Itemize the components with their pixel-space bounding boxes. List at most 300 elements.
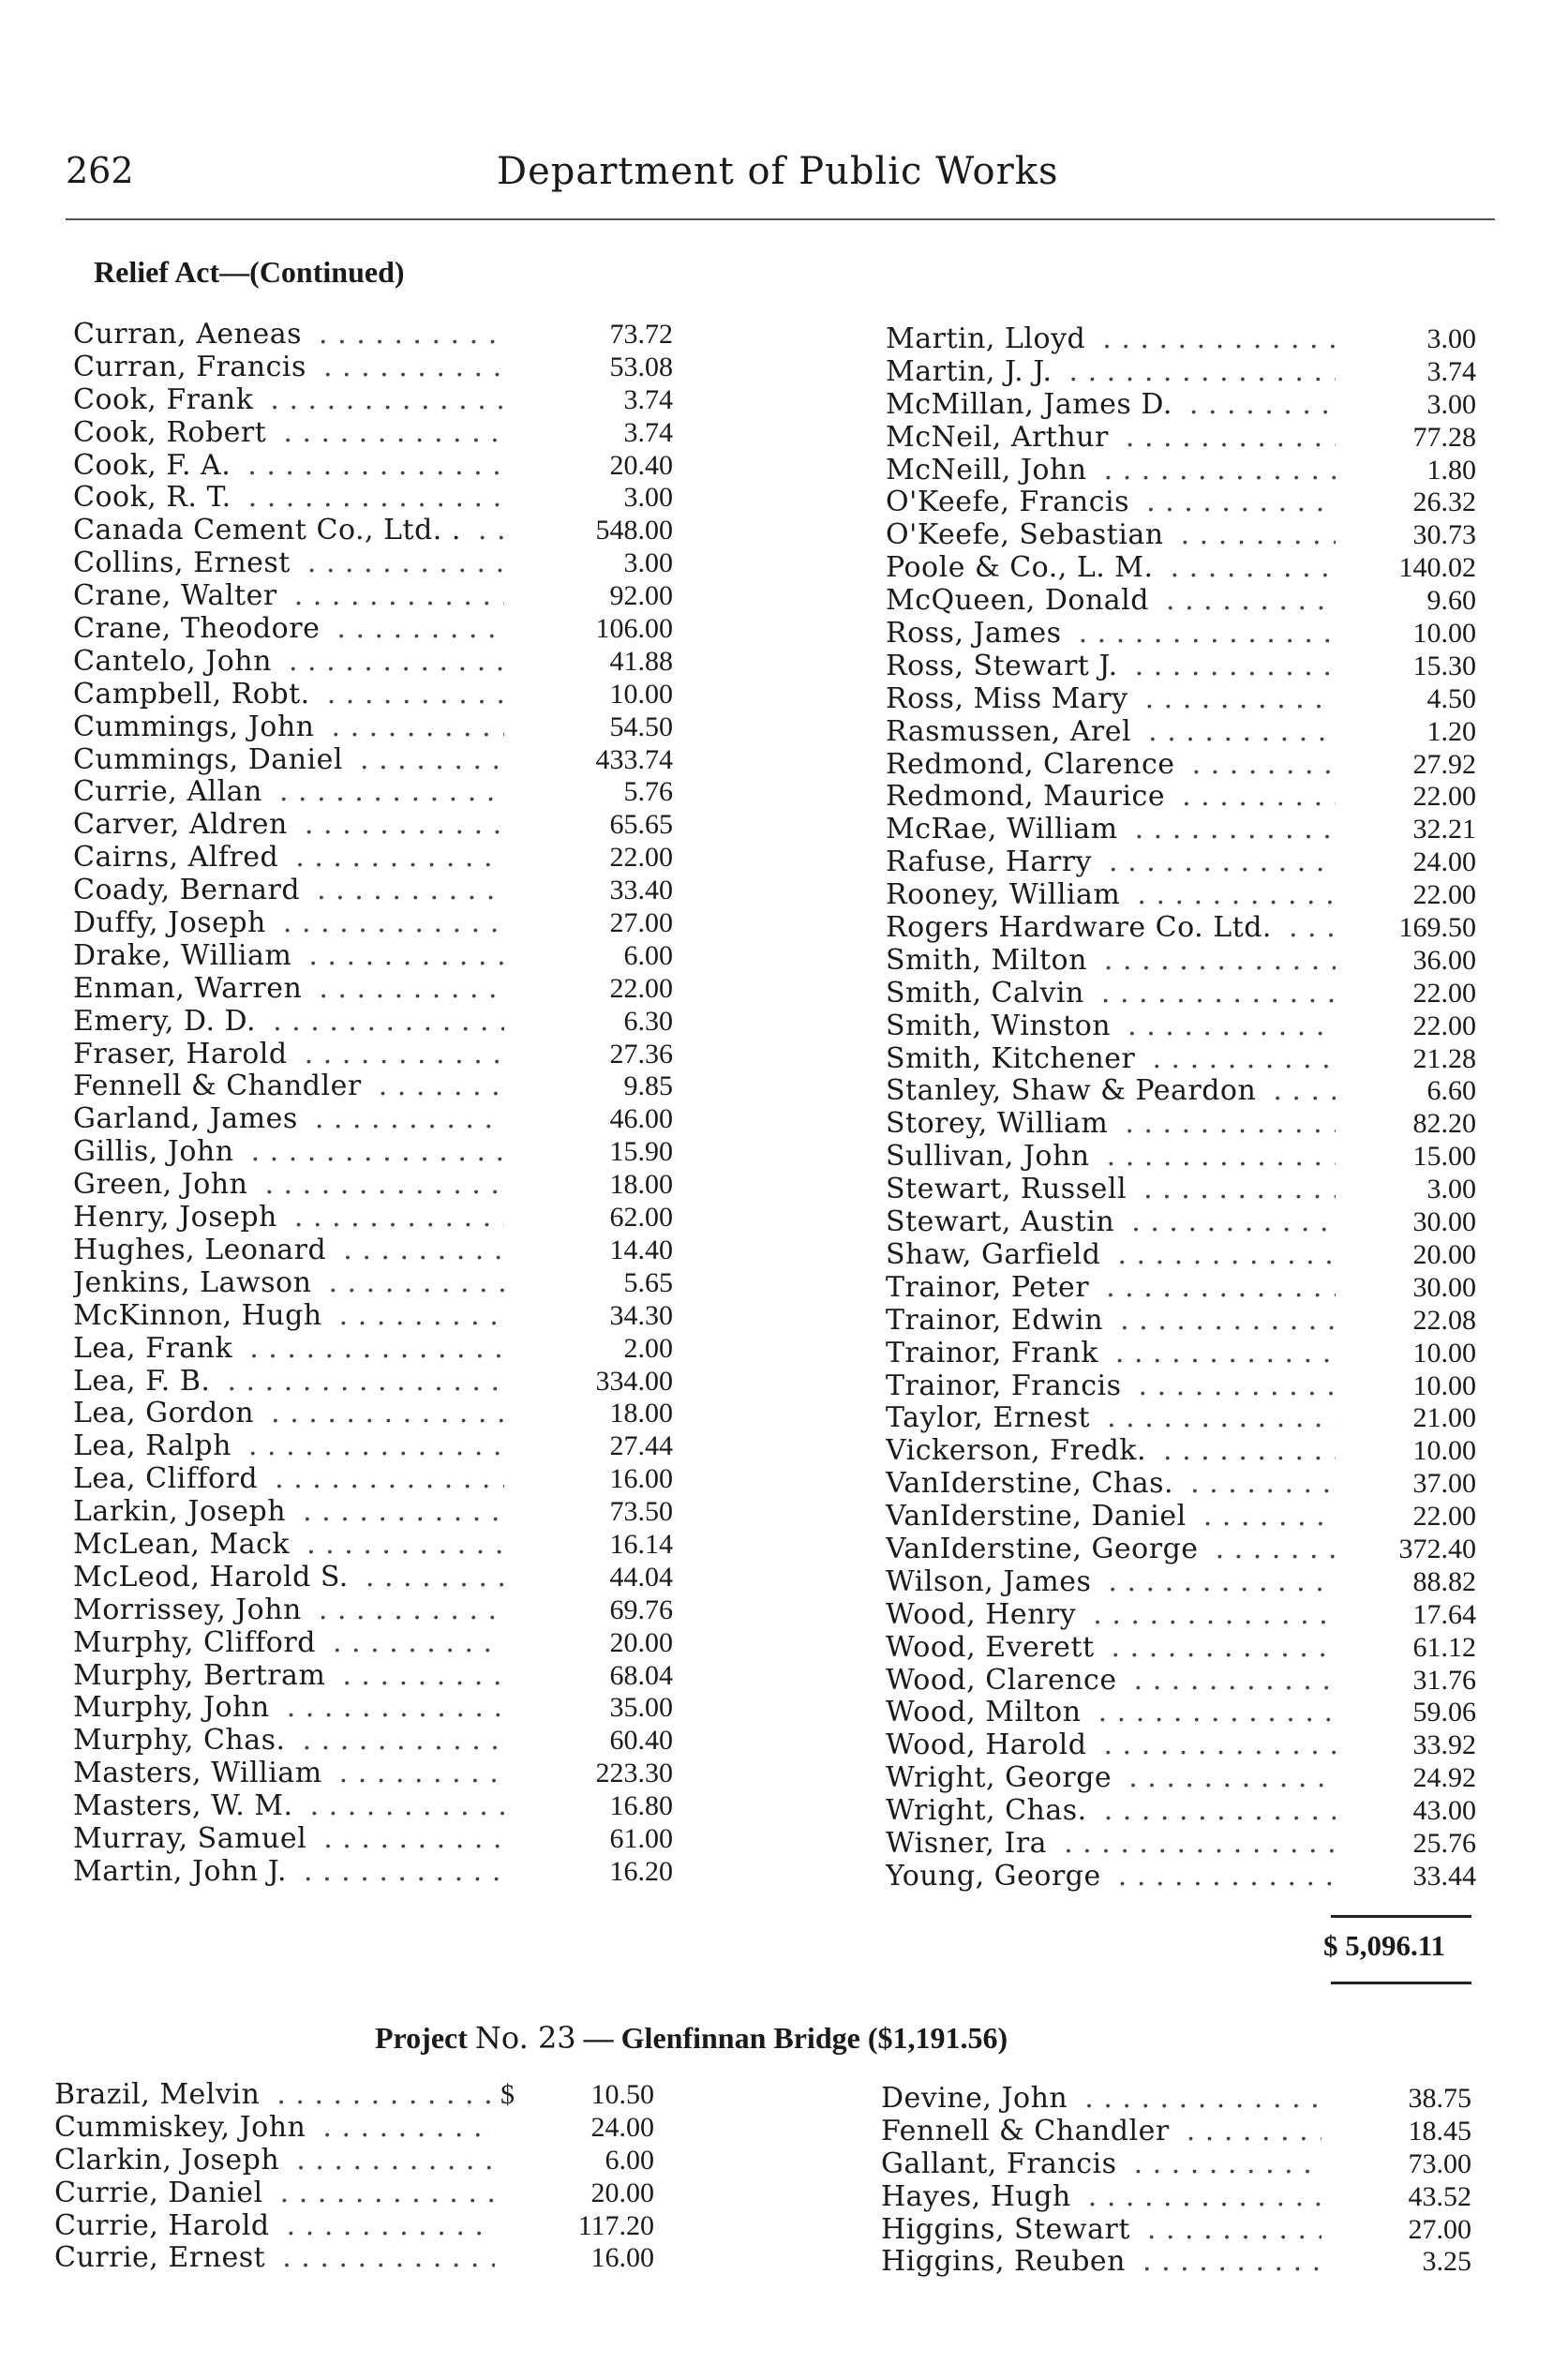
entry-name [73, 1070, 504, 1103]
entry-name [73, 646, 504, 679]
entry-name [73, 809, 504, 842]
entry-name [881, 2116, 1322, 2148]
entry-name-text: Gallant, Francis [881, 2148, 1125, 2180]
entry-name-text: Canada Cement Co., Ltd. . [73, 515, 469, 546]
entry-amount: 73.72 [609, 319, 673, 350]
project-left-entry-list [54, 2079, 654, 2275]
section-total: $ 5,096.11 [1323, 1929, 1446, 1962]
list-item [73, 1333, 673, 1366]
entry-amount: 21.00 [1412, 1402, 1476, 1434]
list-item [73, 1366, 673, 1399]
entry-amount: 2.00 [623, 1332, 673, 1364]
entry-amount: 3.74 [623, 416, 673, 448]
entry-amount: 20.40 [609, 449, 673, 481]
entry-name [73, 1463, 504, 1496]
entry-amount: 15.90 [609, 1136, 673, 1168]
entry-name-text: Ross, Stewart J. [886, 651, 1126, 682]
entry-amount: 10.00 [609, 678, 673, 710]
entry-name-text: Murphy, John [73, 1692, 277, 1724]
entry-name [73, 1660, 504, 1693]
entry-name [73, 1006, 504, 1039]
entry-name-text: Higgins, Stewart [881, 2214, 1138, 2246]
entry-name-text: Cantelo, John [73, 646, 279, 678]
entry-name [886, 618, 1336, 651]
entry-name-text: Smith, Winston [886, 1010, 1118, 1042]
list-item [886, 683, 1476, 716]
entry-amount: 73.50 [609, 1496, 673, 1528]
entry-name [886, 486, 1336, 519]
entry-name [881, 2246, 1322, 2279]
entry-name-text: Wood, Henry [886, 1599, 1083, 1631]
list-item [886, 1435, 1476, 1468]
entry-name-text: Sullivan, John [886, 1141, 1098, 1173]
entry-name-text: Cummings, John [73, 711, 322, 743]
entry-name [73, 973, 504, 1006]
entry-name-text: Currie, Ernest [54, 2242, 273, 2274]
entry-name-text: Higgins, Reuben [881, 2246, 1133, 2278]
entry-name-text: Masters, W. M. [73, 1790, 301, 1822]
entry-amount: 3.00 [1426, 1174, 1476, 1205]
entry-name [886, 1075, 1336, 1108]
list-item [886, 912, 1476, 945]
entry-amount: 15.30 [1412, 650, 1476, 681]
entry-amount: 41.88 [609, 645, 673, 677]
list-item [886, 1108, 1476, 1141]
entry-name-text: VanIderstine, George [886, 1534, 1206, 1565]
entry-amount: 82.20 [1412, 1108, 1476, 1140]
list-item [881, 2214, 1471, 2247]
entry-name-text: Smith, Kitchener [886, 1043, 1142, 1075]
entry-name-text: Wood, Harold [886, 1729, 1094, 1761]
entry-amount: 35.00 [609, 1692, 673, 1724]
entry-name-text: Wisner, Ira [886, 1828, 1054, 1860]
entry-amount: 5.76 [623, 776, 673, 808]
entry-name-text: Brazil, Melvin [54, 2079, 267, 2111]
entry-amount: 3.00 [623, 547, 673, 579]
entry-name [881, 2083, 1322, 2116]
entry-amount: 6.00 [623, 939, 673, 971]
entry-name [73, 1823, 504, 1856]
entry-name-text: McMillan, James D. [886, 389, 1180, 421]
entry-amount: 4.50 [1426, 682, 1476, 714]
list-item [886, 486, 1476, 519]
entry-name-text: O'Keefe, Sebastian [886, 519, 1172, 551]
entry-amount: 14.40 [609, 1234, 673, 1265]
entry-amount: 53.08 [609, 351, 673, 382]
entry-amount: 3.00 [1426, 323, 1476, 354]
entry-name [886, 879, 1336, 912]
entry-name [73, 1267, 504, 1300]
right-entry-list [886, 323, 1476, 1893]
list-item [73, 1070, 673, 1103]
entry-name-text: McNeill, John [886, 455, 1095, 486]
entry-name-text: Smith, Milton [886, 945, 1095, 977]
entry-name [73, 940, 504, 973]
entry-name [886, 552, 1336, 585]
entry-amount: 31.76 [1412, 1664, 1476, 1696]
list-item [886, 1206, 1476, 1239]
entry-name [73, 482, 504, 515]
entry-name [886, 1534, 1336, 1566]
project-title-number: No. 23 [474, 2020, 576, 2056]
list-item [886, 1174, 1476, 1206]
entry-name [886, 1501, 1336, 1534]
project-title-rest: — Glenfinnan Bridge ($1,191.56) [583, 2021, 1008, 2055]
entry-amount: 106.00 [595, 613, 673, 645]
entry-name-text: VanIderstine, Chas. [886, 1468, 1181, 1500]
entry-name-text: Wright, Chas. [886, 1795, 1095, 1827]
list-item [73, 1594, 673, 1627]
entry-name [886, 323, 1336, 356]
list-item [886, 1010, 1476, 1043]
list-item [73, 450, 673, 483]
entry-amount: 24.92 [1412, 1762, 1476, 1794]
entry-amount: 38.75 [1408, 2083, 1471, 2114]
entry-name-text: Rogers Hardware Co. Ltd. [886, 912, 1279, 944]
list-item [73, 842, 673, 875]
entry-name-text: O'Keefe, Francis [886, 486, 1137, 518]
list-item [881, 2148, 1471, 2181]
entry-amount: 34.30 [609, 1299, 673, 1331]
list-item [73, 1725, 673, 1758]
list-item [73, 319, 673, 352]
entry-amount: 22.00 [1412, 781, 1476, 813]
entry-name [73, 417, 504, 450]
entry-name-text: Crane, Theodore [73, 613, 327, 645]
entry-name [886, 945, 1336, 978]
list-item [73, 973, 673, 1006]
entry-name-text: Lea, Ralph [73, 1430, 239, 1462]
list-item [54, 2177, 654, 2210]
entry-name [73, 1169, 504, 1202]
entry-name-text: Young, George [886, 1861, 1109, 1893]
list-item [886, 585, 1476, 618]
entry-name [886, 1272, 1336, 1305]
list-item [886, 1665, 1476, 1698]
entry-name [73, 580, 504, 613]
entry-amount: 26.32 [1412, 486, 1476, 518]
list-item [886, 1338, 1476, 1370]
entry-amount: 10.00 [1412, 1369, 1476, 1401]
list-item [73, 613, 673, 646]
entry-amount: 59.06 [1412, 1697, 1476, 1728]
entry-name-text: Currie, Harold [54, 2210, 277, 2242]
entry-amount: 117.20 [577, 2209, 654, 2241]
list-item [73, 1006, 673, 1039]
list-item [886, 1468, 1476, 1501]
entry-name-text: Devine, John [881, 2083, 1075, 2115]
entry-amount: 33.40 [609, 875, 673, 906]
entry-name [886, 455, 1336, 487]
entry-name-text: Ross, Miss Mary [886, 683, 1136, 715]
entry-name [73, 679, 504, 711]
entry-name [886, 846, 1336, 879]
entry-amount: 18.00 [609, 1169, 673, 1201]
entry-name [73, 907, 504, 940]
entry-amount: 10.00 [1412, 1337, 1476, 1369]
entry-name [73, 1529, 504, 1562]
entry-amount: 1.20 [1426, 715, 1476, 747]
entry-name-text: Drake, William [73, 940, 299, 972]
entry-amount: 372.40 [1398, 1533, 1476, 1564]
entry-name-text: Poole & Co., L. M. [886, 552, 1161, 584]
list-item [73, 907, 673, 940]
entry-amount: 22.00 [609, 972, 673, 1004]
list-item [886, 1632, 1476, 1665]
entry-name [73, 1496, 504, 1529]
entry-name [73, 1136, 504, 1169]
list-item [886, 1566, 1476, 1599]
entry-amount: 16.20 [609, 1855, 673, 1887]
entry-name [886, 716, 1336, 749]
entry-amount: 43.00 [1412, 1795, 1476, 1827]
entry-amount: 46.00 [609, 1103, 673, 1135]
list-item [73, 1103, 673, 1136]
entry-amount: 32.21 [1412, 814, 1476, 845]
entry-name [886, 1697, 1336, 1729]
entry-name [886, 1729, 1336, 1762]
entry-name-text: Cook, R. T. [73, 482, 239, 514]
entry-name-text: Rooney, William [886, 879, 1127, 911]
list-item [73, 1267, 673, 1300]
entry-name [886, 1599, 1336, 1632]
list-item [73, 1660, 673, 1693]
list-item [54, 2145, 654, 2177]
list-item [886, 618, 1476, 651]
entry-name-text: Hughes, Leonard [73, 1234, 334, 1266]
entry-name-text: McNeil, Arthur [886, 422, 1116, 454]
list-item [73, 1562, 673, 1594]
entry-name-text: Larkin, Joseph [73, 1496, 293, 1528]
list-item [73, 580, 673, 613]
entry-name-text: Fennell & Chandler [881, 2116, 1177, 2147]
list-item [73, 1234, 673, 1267]
entry-amount: 92.00 [609, 580, 673, 612]
entry-name-text: Coady, Bernard [73, 875, 307, 906]
entry-amount: 33.44 [1412, 1860, 1476, 1892]
entry-amount: 36.00 [1412, 944, 1476, 976]
entry-name-text: McQueen, Donald [886, 585, 1157, 617]
entry-name-text: Jenkins, Lawson [73, 1267, 319, 1299]
list-item [886, 356, 1476, 389]
list-item [73, 547, 673, 580]
list-item [73, 384, 673, 417]
list-item [886, 1861, 1476, 1893]
entry-name [73, 1333, 504, 1366]
entry-amount: 22.00 [1412, 1501, 1476, 1533]
list-item [73, 875, 673, 907]
entry-amount: 27.44 [609, 1430, 673, 1462]
entry-amount: 334.00 [595, 1365, 673, 1397]
entry-amount: 22.00 [1412, 879, 1476, 911]
entry-name-text: McLean, Mack [73, 1529, 297, 1561]
entry-amount: 22.08 [1412, 1304, 1476, 1336]
entry-name [73, 1039, 504, 1071]
entry-amount: 3.74 [1426, 355, 1476, 387]
entry-amount: 169.50 [1398, 912, 1476, 944]
entry-amount: 10.50 [590, 2079, 654, 2110]
entry-name-text: Rasmussen, Arel [886, 716, 1139, 748]
entry-name-text: Taylor, Ernest [886, 1402, 1098, 1434]
entry-name [886, 651, 1336, 683]
entry-amount: 18.00 [609, 1398, 673, 1429]
list-item [54, 2242, 654, 2275]
entry-name [886, 1108, 1336, 1141]
entry-name-text: Currie, Daniel [54, 2177, 271, 2209]
entry-amount: 30.00 [1412, 1206, 1476, 1238]
entry-name [886, 1174, 1336, 1206]
entry-name [73, 1594, 504, 1627]
list-item [54, 2210, 654, 2243]
list-item [886, 1729, 1476, 1762]
entry-amount: 9.60 [1426, 585, 1476, 617]
entry-name [881, 2181, 1322, 2214]
entry-name [73, 352, 504, 384]
entry-name [73, 613, 504, 646]
entry-amount: 21.28 [1412, 1042, 1476, 1074]
entry-amount: 223.30 [595, 1758, 673, 1789]
entry-name [886, 1632, 1336, 1665]
list-item [73, 352, 673, 384]
list-item [73, 1692, 673, 1725]
entry-name [886, 1338, 1336, 1370]
entry-name [886, 749, 1336, 782]
list-item [886, 879, 1476, 912]
list-item [73, 1169, 673, 1202]
entry-name [73, 1202, 504, 1234]
entry-name [73, 515, 504, 547]
entry-name-text: Smith, Calvin [886, 978, 1092, 1010]
entry-amount: 22.00 [609, 842, 673, 874]
entry-amount: 20.00 [590, 2177, 654, 2208]
entry-name-text: Storey, William [886, 1108, 1115, 1140]
entry-name [886, 1010, 1336, 1043]
list-item [54, 2079, 654, 2112]
list-item [886, 978, 1476, 1010]
list-item [73, 776, 673, 809]
entry-name-text: Green, John [73, 1169, 255, 1201]
entry-amount: 3.00 [623, 482, 673, 514]
entry-name [886, 1665, 1336, 1698]
entry-name-text: Martin, Lloyd [886, 323, 1093, 355]
entry-name-text: Stanley, Shaw & Peardon [886, 1075, 1263, 1107]
currency-symbol: $ [500, 2079, 515, 2110]
list-item [73, 482, 673, 515]
entry-name [886, 1305, 1336, 1338]
entry-name [54, 2210, 495, 2243]
entry-amount: 10.00 [1412, 1435, 1476, 1467]
entry-name [73, 1234, 504, 1267]
entry-name-text: Redmond, Clarence [886, 749, 1183, 781]
list-item [886, 651, 1476, 683]
left-entry-list [73, 319, 673, 1889]
entry-amount: 5.65 [623, 1266, 673, 1298]
entry-name-text: Collins, Ernest [73, 547, 298, 579]
entry-name [886, 814, 1336, 846]
entry-name-text: McKinnon, Hugh [73, 1300, 330, 1332]
entry-amount: 27.92 [1412, 748, 1476, 780]
entry-amount: 24.00 [590, 2111, 654, 2143]
entry-name-text: Shaw, Garfield [886, 1239, 1108, 1271]
entry-name-text: McRae, William [886, 814, 1126, 845]
list-item [886, 1305, 1476, 1338]
total-rule-top [1331, 1915, 1471, 1918]
entry-name [73, 1692, 504, 1725]
entry-name [54, 2177, 495, 2210]
list-item [886, 846, 1476, 879]
entry-name [73, 711, 504, 744]
entry-name [73, 547, 504, 580]
entry-name [73, 1725, 504, 1758]
entry-name [73, 1758, 504, 1790]
entry-name-text: Emery, D. D. [73, 1006, 263, 1038]
entry-name [881, 2214, 1322, 2247]
entry-name-text: Morrissey, John [73, 1594, 309, 1626]
entry-amount: 68.04 [609, 1659, 673, 1691]
list-item [881, 2246, 1471, 2279]
entry-name-text: Henry, Joseph [73, 1202, 285, 1234]
entry-amount: 6.00 [605, 2144, 654, 2176]
entry-amount: 60.40 [609, 1725, 673, 1757]
entry-name-text: Lea, Gordon [73, 1398, 261, 1429]
entry-name [886, 1861, 1336, 1893]
entry-name-text: Fennell & Chandler [73, 1070, 369, 1102]
list-item [73, 1758, 673, 1790]
entry-amount: 3.74 [623, 383, 673, 415]
entry-name-text: Trainor, Peter [886, 1272, 1097, 1304]
list-item [886, 1075, 1476, 1108]
entry-name-text: Lea, Frank [73, 1333, 240, 1365]
section-title: Relief Act—(Continued) [94, 255, 405, 289]
entry-name-text: Wood, Milton [886, 1697, 1089, 1728]
entry-name [886, 1043, 1336, 1076]
list-item [73, 744, 673, 777]
entry-amount: 6.60 [1426, 1075, 1476, 1107]
total-rule-bottom [1331, 1982, 1471, 1984]
entry-name-text: Martin, John J. [73, 1856, 294, 1888]
list-item [886, 781, 1476, 814]
entry-name-text: Wood, Clarence [886, 1665, 1125, 1697]
list-item [73, 940, 673, 973]
entry-name [54, 2145, 495, 2177]
entry-amount: 18.45 [1408, 2115, 1471, 2147]
list-item [73, 1790, 673, 1823]
entry-name-text: Garland, James [73, 1103, 306, 1135]
project-title-prefix: Project [375, 2021, 468, 2055]
entry-name [886, 1468, 1336, 1501]
entry-amount: 3.00 [1426, 388, 1476, 420]
entry-name-text: Redmond, Maurice [886, 781, 1172, 813]
list-item [73, 646, 673, 679]
entry-name-text: Currie, Allan [73, 776, 270, 808]
entry-amount: 16.14 [609, 1528, 673, 1560]
entry-name-text: Rafuse, Harry [886, 846, 1099, 878]
entry-name-text: Campbell, Robt. [73, 679, 318, 711]
entry-name-text: Wood, Everett [886, 1632, 1102, 1664]
list-item [73, 1463, 673, 1496]
entry-amount: 9.85 [623, 1070, 673, 1102]
entry-name [881, 2148, 1322, 2181]
entry-amount: 6.30 [623, 1005, 673, 1037]
list-item [73, 1496, 673, 1529]
entry-name [886, 519, 1336, 552]
list-item [886, 814, 1476, 846]
entry-amount: 548.00 [595, 515, 673, 546]
entry-name-text: Gillis, John [73, 1136, 242, 1168]
entry-name-text: Clarkin, Joseph [54, 2145, 287, 2177]
list-item [73, 679, 673, 711]
entry-amount: 69.76 [609, 1593, 673, 1625]
